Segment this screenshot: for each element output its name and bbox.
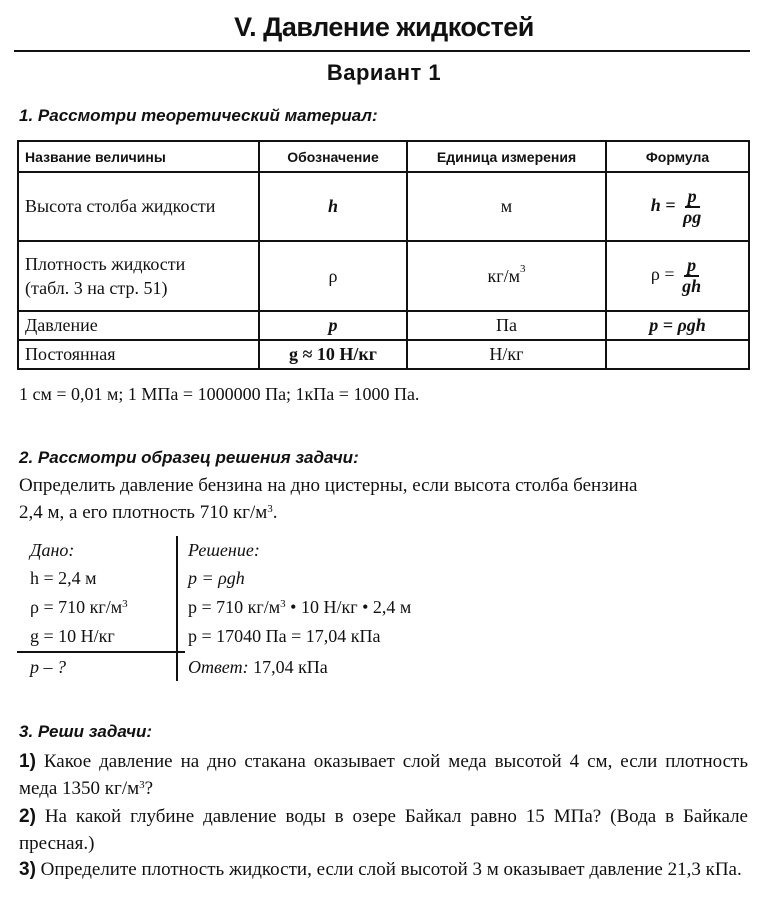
- cell-symbol: ρ: [259, 241, 407, 311]
- theory-table: [17, 140, 750, 370]
- section1-title: 1. Рассмотри теоретический материал:: [19, 106, 378, 125]
- section3-title: 3. Реши задачи:: [19, 722, 153, 741]
- task-text: На какой глубине давление воды в озере Байкал равно 15 МПа? (Вода в Байкале пресная.): [19, 806, 748, 854]
- solution-step1-text: p = ρgh: [188, 568, 245, 588]
- header-quantity: Название величины: [18, 141, 259, 172]
- chapter-title: V. Давление жидкостей: [234, 12, 534, 42]
- task-text: Какое давление на дно стакана оказывает слой меда высотой 4 см, если плотность меда 1350 кг/м: [19, 751, 748, 799]
- formula-fraction: [680, 187, 704, 227]
- given-label-text: Дано:: [30, 540, 75, 560]
- unit-exponent: 3: [520, 262, 526, 275]
- task-text: Определите плотность жидкости, если слой высотой 3 м оказывает давление 21,3 кПа.: [35, 859, 742, 880]
- cell-symbol: g ≈ 10 Н/кг: [259, 340, 407, 369]
- table-row: [18, 241, 749, 311]
- table-row: [18, 172, 749, 241]
- given-height-text: h = 2,4 м: [30, 568, 97, 588]
- cell-name-line1: Плотность жидкости: [25, 254, 186, 274]
- solution-step2: [188, 592, 411, 622]
- cell-unit: м: [407, 172, 606, 241]
- solution-step3: [188, 621, 381, 651]
- find-quantity: [30, 652, 66, 682]
- given-gravity: [30, 621, 115, 651]
- solution-label: [188, 535, 260, 565]
- formula-numerator: p: [684, 256, 699, 277]
- cell-formula: [606, 241, 749, 311]
- header-symbol: Обозначение: [259, 141, 407, 172]
- formula-fraction: [679, 256, 704, 296]
- solution-step3-text: p = 17040 Па = 17,04 кПа: [188, 626, 381, 646]
- variant-title: Вариант 1: [326, 60, 442, 85]
- table-header-row: [18, 141, 749, 172]
- find-quantity-text: p – ?: [30, 657, 66, 677]
- unit-text: кг/м: [487, 265, 521, 286]
- formula-denominator: ρg: [683, 206, 702, 227]
- cell-unit: [407, 241, 606, 311]
- cell-name: Высота столба жидкости: [18, 172, 259, 241]
- given-gravity-text: g = 10 Н/кг: [30, 626, 115, 646]
- cell-unit: Па: [407, 311, 606, 340]
- given-density-text: ρ = 710 кг/м: [30, 597, 123, 617]
- given-height: [30, 563, 97, 593]
- formula-numerator: p: [685, 187, 700, 208]
- sample-problem-line2: [19, 499, 748, 526]
- header-unit: Единица измерения: [407, 141, 606, 172]
- cell-name: Давление: [18, 311, 259, 340]
- cell-unit: Н/кг: [407, 340, 606, 369]
- cell-symbol: p: [259, 311, 407, 340]
- table-row: [18, 340, 749, 369]
- sample-problem-text: 2,4 м, а его плотность 710 кг/м: [19, 502, 268, 523]
- exponent: 3: [267, 503, 273, 515]
- solution-step1: [188, 563, 245, 593]
- chapter-rule: [14, 50, 750, 52]
- task-2: [19, 803, 748, 857]
- formula-lhs: ρ =: [650, 264, 675, 285]
- given-label: [30, 535, 74, 565]
- sample-problem-line1: Определить давление бензина на дно цистерны, если высота столба бензина: [19, 475, 638, 496]
- cell-name: Постоянная: [18, 340, 259, 369]
- section2-title: 2. Рассмотри образец решения задачи:: [19, 448, 359, 467]
- solution-step2-rest: • 10 Н/кг • 2,4 м: [285, 597, 412, 617]
- header-formula: Формула: [606, 141, 749, 172]
- solution-label-text: Решение:: [188, 540, 260, 560]
- cell-formula: p = ρgh: [606, 311, 749, 340]
- cell-symbol: h: [259, 172, 407, 241]
- task-number: 1): [19, 751, 36, 772]
- task-1: [19, 748, 748, 802]
- table-row: [18, 311, 749, 340]
- task-number: 2): [19, 806, 36, 827]
- given-density: [30, 592, 128, 622]
- exponent: 3: [122, 598, 128, 610]
- answer-label: Ответ:: [188, 657, 249, 677]
- period: .: [272, 502, 278, 523]
- sample-problem: [19, 472, 748, 526]
- answer-value: 17,04 кПа: [248, 657, 328, 677]
- cell-name-line2: (табл. 3 на стр. 51): [25, 278, 168, 298]
- solution-divider: [176, 536, 178, 681]
- answer: [188, 652, 328, 682]
- unit-conversions: 1 см = 0,01 м; 1 МПа = 1000000 Па; 1кПа = 1000 Па.: [19, 384, 420, 404]
- cell-name: [18, 241, 259, 311]
- cell-formula: [606, 340, 749, 369]
- task-number: 3): [19, 859, 36, 880]
- cell-formula: [606, 172, 749, 241]
- task-3: [19, 856, 748, 883]
- formula-denominator: gh: [682, 276, 702, 296]
- task-text-end: ?: [144, 778, 154, 799]
- solution-step2-text: p = 710 кг/м: [188, 597, 281, 617]
- formula-lhs: h =: [650, 194, 676, 215]
- exponent: 3: [139, 779, 145, 791]
- exponent: 3: [280, 598, 286, 610]
